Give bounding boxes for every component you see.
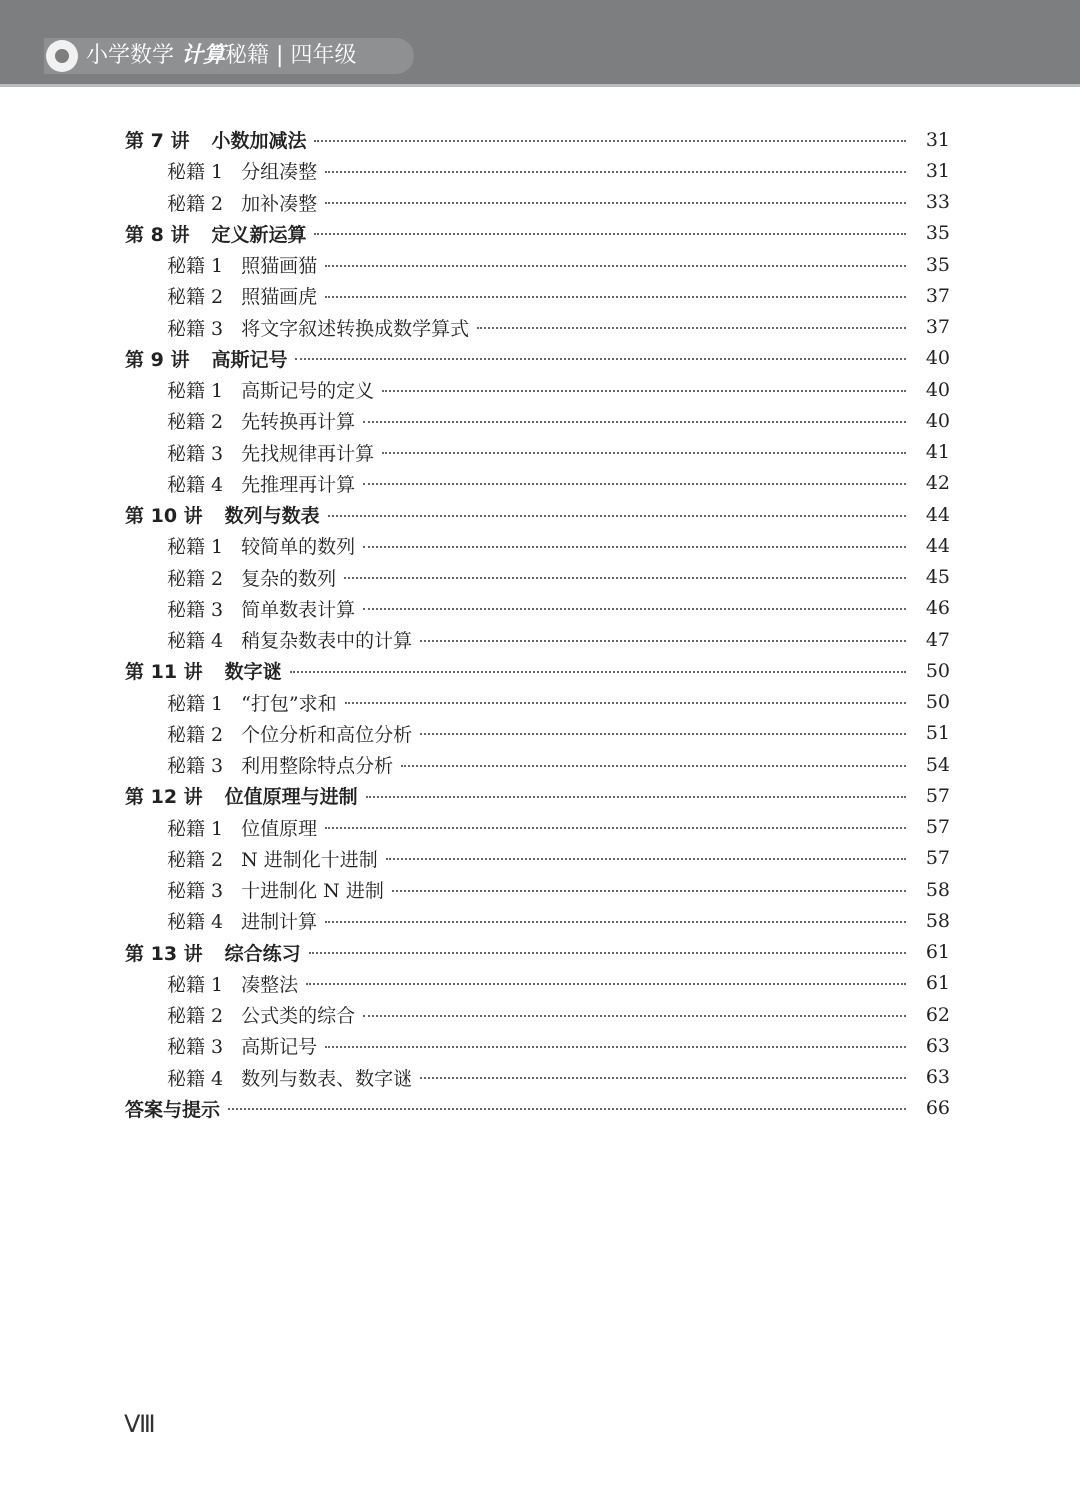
toc-entry-label [167, 1064, 420, 1091]
toc-entry-title: 答案与提示 [125, 1098, 221, 1121]
toc-page-number: 58 [925, 909, 950, 932]
toc-entry-title: 数字谜 [224, 661, 282, 684]
toc-section-row[interactable] [0, 312, 1080, 343]
dot-leader [325, 1046, 906, 1048]
toc-section-row[interactable] [0, 812, 1080, 843]
toc-entry-number: 秘籍 3 [167, 755, 224, 777]
toc-entry-number: 秘籍 2 [167, 411, 224, 434]
toc-entry-number: 秘籍 3 [167, 442, 224, 465]
dot-leader [477, 327, 906, 329]
toc-section-row[interactable] [0, 374, 1080, 405]
toc-entry-title: 个位分析和高位分析 [241, 723, 413, 746]
toc-entry-title: 较简单的数列 [241, 536, 356, 559]
toc-entry-label [125, 501, 328, 528]
toc-page-number: 50 [925, 691, 950, 713]
toc-page-number: 63 [925, 1034, 950, 1057]
dot-leader [325, 921, 906, 923]
toc-section-row[interactable] [0, 1030, 1080, 1061]
toc-entry-title: 数列与数表、数字谜 [241, 1067, 413, 1090]
dot-leader [309, 952, 906, 954]
dot-leader [228, 1108, 906, 1110]
toc-section-row[interactable] [0, 718, 1080, 749]
toc-entry-number: 秘籍 3 [167, 880, 224, 902]
toc-entry-label [167, 407, 363, 434]
toc-entry-number: 第 13 讲 [125, 942, 203, 965]
toc-entry-title: 进制计算 [241, 911, 318, 934]
dot-leader [401, 765, 906, 767]
toc-entry-label [125, 782, 366, 809]
toc-entry-label [167, 876, 392, 903]
toc-entry-label [167, 564, 344, 591]
dot-leader [344, 577, 906, 579]
toc-entry-number: 秘籍 2 [167, 286, 224, 309]
toc-page-number: 61 [925, 941, 950, 963]
toc-entry-number: 第 10 讲 [125, 505, 203, 527]
toc-entry-title: 利用整除特点分析 [241, 755, 394, 777]
toc-page-number: 40 [925, 347, 950, 370]
toc-entry-number: 秘籍 4 [167, 1067, 224, 1090]
toc-entry-number: 秘籍 2 [167, 848, 224, 871]
toc-page-number: 51 [925, 722, 950, 745]
toc-entry-number: 秘籍 1 [167, 973, 224, 996]
toc-entry-number: 秘籍 3 [167, 317, 224, 340]
dot-leader [363, 608, 906, 610]
dot-leader [386, 858, 906, 860]
toc-page-number: 40 [925, 378, 950, 401]
toc-entry-number: 秘籍 1 [167, 161, 224, 184]
toc-page-number: 37 [925, 284, 950, 307]
title-part-b: 计算 [181, 43, 226, 68]
dot-leader [325, 171, 906, 173]
toc-section-row[interactable] [0, 468, 1080, 499]
title-divider: | [276, 43, 284, 68]
toc-section-row[interactable] [0, 405, 1080, 436]
toc-chapter-row[interactable] [0, 780, 1080, 811]
toc-entry-label [167, 626, 420, 653]
dot-leader [392, 890, 906, 892]
toc-entry-title: 将文字叙述转换成数学算式 [241, 317, 470, 340]
toc-entry-title: 定义新运算 [211, 223, 307, 246]
dot-leader [345, 702, 906, 704]
toc-entry-number: 第 12 讲 [125, 786, 203, 809]
dot-leader [290, 671, 906, 673]
toc-entry-title: 十进制化 N 进制 [241, 880, 384, 902]
toc-entry-label [167, 251, 325, 278]
toc-page-number: 46 [925, 597, 950, 620]
toc-chapter-row[interactable] [0, 499, 1080, 530]
toc-entry-title: 稍复杂数表中的计算 [241, 630, 413, 652]
toc-section-row[interactable] [0, 155, 1080, 186]
toc-entry-label [167, 1032, 325, 1059]
toc-chapter-row[interactable] [0, 124, 1080, 155]
header-divider [0, 84, 1080, 87]
toc-entry-number: 第 8 讲 [125, 223, 190, 246]
toc-page-number: 57 [925, 784, 950, 807]
toc-page-number: 47 [925, 628, 950, 651]
dot-leader [420, 640, 906, 642]
toc-entry-label [125, 939, 309, 966]
toc-page-number: 31 [925, 159, 950, 182]
dot-leader [382, 452, 906, 454]
toc-entry-title: 高斯记号 [241, 1036, 318, 1059]
toc-page-number: 63 [925, 1066, 950, 1088]
toc-page-number: 44 [925, 534, 950, 557]
toc-entry-title: 先找规律再计算 [241, 442, 375, 465]
grade-label: 四年级 [290, 43, 357, 68]
toc-entry-number: 秘籍 3 [167, 598, 224, 621]
toc-entry-label [167, 532, 363, 559]
toc-page-number: 44 [925, 503, 950, 526]
toc-entry-label [167, 376, 382, 403]
toc-entry-title: 加补凑整 [241, 192, 318, 215]
toc-entry-number: 秘籍 2 [167, 192, 224, 215]
toc-chapter-row[interactable] [0, 343, 1080, 374]
toc-entry-title: 高斯记号的定义 [241, 380, 375, 402]
toc-entry-number: 秘籍 1 [167, 817, 224, 840]
toc-entry-label [167, 845, 386, 872]
dot-leader [420, 733, 906, 735]
title-part-c: 秘籍 [225, 43, 270, 68]
toc-section-row[interactable] [0, 843, 1080, 874]
toc-entry-title: 数列与数表 [224, 505, 320, 527]
toc-entry-label [125, 657, 290, 684]
toc-entry-title: N 进制化十进制 [241, 848, 378, 871]
dot-leader [325, 265, 906, 267]
toc-page-number: 66 [925, 1097, 950, 1120]
dot-leader [363, 1015, 906, 1017]
toc-page-number: 33 [925, 191, 950, 213]
toc-entry-number: 秘籍 2 [167, 567, 224, 590]
toc-section-row[interactable] [0, 749, 1080, 780]
toc-section-row[interactable] [0, 530, 1080, 561]
toc-entry-label [167, 314, 477, 341]
toc-entry-number: 秘籍 1 [167, 536, 224, 559]
toc-entry-number: 秘籍 4 [167, 630, 224, 652]
toc-page-number: 35 [925, 222, 950, 245]
toc-entry-number: 第 9 讲 [125, 348, 190, 371]
toc-entry-title: 先转换再计算 [241, 411, 356, 434]
toc-entry-label [167, 439, 382, 466]
toc-page-number: 40 [925, 409, 950, 432]
toc-entry-label [167, 751, 401, 778]
toc-entry-number: 第 7 讲 [125, 130, 190, 152]
toc-entry-title: 位值原理 [241, 817, 318, 840]
dot-leader [328, 515, 906, 517]
toc-entry-label [167, 189, 325, 216]
toc-page-number: 58 [925, 878, 950, 901]
toc-entry-title: “打包”求和 [241, 692, 337, 715]
toc-entry-number: 秘籍 4 [167, 911, 224, 934]
toc-entry-title: 公式类的综合 [241, 1005, 356, 1027]
toc-chapter-row[interactable] [0, 218, 1080, 249]
title-part-a: 小学数学 [86, 43, 175, 68]
toc-entry-number: 秘籍 4 [167, 473, 224, 496]
toc-entry-label [167, 720, 420, 747]
toc-section-row[interactable] [0, 280, 1080, 311]
toc-entry-title: 先推理再计算 [241, 473, 356, 496]
page-number: Ⅷ [124, 1410, 156, 1438]
toc-page-number: 62 [925, 1003, 950, 1026]
toc-page-number: 57 [925, 816, 950, 838]
dot-leader [325, 296, 906, 298]
toc-section-row[interactable] [0, 624, 1080, 655]
dot-leader [314, 140, 906, 142]
toc-entry-label [125, 345, 295, 372]
toc-entry-title: 复杂的数列 [241, 567, 337, 590]
toc-entry-label [167, 282, 325, 309]
dot-leader [306, 983, 906, 985]
toc-entry-title: 照猫画虎 [241, 286, 318, 309]
dot-leader [325, 827, 906, 829]
toc-section-row[interactable] [0, 874, 1080, 905]
toc-section-row[interactable] [0, 968, 1080, 999]
toc-entry-title: 小数加减法 [211, 130, 307, 152]
toc-entry-label [167, 595, 363, 622]
toc-entry-label [167, 814, 325, 841]
toc-page-number: 41 [925, 441, 950, 463]
toc-section-row[interactable] [0, 249, 1080, 280]
toc-section-row[interactable] [0, 687, 1080, 718]
toc-section-row[interactable] [0, 905, 1080, 936]
toc-entry-number: 秘籍 1 [167, 380, 224, 402]
toc-section-row[interactable] [0, 437, 1080, 468]
toc-page-number: 61 [925, 972, 950, 995]
book-title [86, 40, 356, 72]
toc-entry-title: 简单数表计算 [241, 598, 356, 621]
toc-chapter-row[interactable] [0, 1093, 1080, 1124]
toc-entry-number: 秘籍 3 [167, 1036, 224, 1059]
toc-entry-number: 秘籍 2 [167, 723, 224, 746]
toc-entry-title: 高斯记号 [211, 348, 288, 371]
dot-leader [366, 796, 906, 798]
toc-page-number: 35 [925, 253, 950, 276]
toc-section-row[interactable] [0, 999, 1080, 1030]
toc-entry-label [167, 970, 306, 997]
toc-page-number: 57 [925, 847, 950, 870]
toc-entry-title: 分组凑整 [241, 161, 318, 184]
toc-entry-label [167, 907, 325, 934]
dot-leader [363, 483, 906, 485]
toc-entry-label [125, 126, 314, 153]
toc-section-row[interactable] [0, 1062, 1080, 1093]
toc-entry-label [125, 220, 314, 247]
toc-entry-number: 秘籍 1 [167, 692, 224, 715]
toc-entry-label [167, 1001, 363, 1028]
toc-chapter-row[interactable] [0, 655, 1080, 686]
dot-leader [382, 390, 906, 392]
toc-section-row[interactable] [0, 187, 1080, 218]
dot-leader [325, 202, 906, 204]
toc-page-number: 50 [925, 659, 950, 682]
toc-entry-label [167, 689, 345, 716]
toc-entry-label [167, 157, 325, 184]
dot-leader [363, 421, 906, 423]
toc-entry-title: 位值原理与进制 [224, 786, 358, 809]
toc-page-number: 37 [925, 316, 950, 338]
toc-entry-title: 凑整法 [241, 973, 299, 996]
dot-leader [295, 358, 906, 360]
toc-page-number: 54 [925, 753, 950, 776]
toc-chapter-row[interactable] [0, 937, 1080, 968]
toc-entry-number: 秘籍 1 [167, 255, 224, 277]
dot-leader [420, 1077, 906, 1079]
dot-leader [363, 546, 906, 548]
toc-section-row[interactable] [0, 562, 1080, 593]
toc-entry-title: 综合练习 [224, 942, 301, 965]
toc-entry-label [167, 470, 363, 497]
toc-entry-number: 第 11 讲 [125, 661, 203, 684]
toc-page-number: 45 [925, 566, 950, 588]
book-logo-icon [46, 40, 78, 72]
toc-page-number: 31 [925, 128, 950, 151]
toc-entry-label [125, 1095, 228, 1122]
dot-leader [314, 233, 906, 235]
toc-entry-number: 秘籍 2 [167, 1005, 224, 1027]
toc-page-number: 42 [925, 472, 950, 495]
toc-section-row[interactable] [0, 593, 1080, 624]
toc-entry-title: 照猫画猫 [241, 255, 318, 277]
